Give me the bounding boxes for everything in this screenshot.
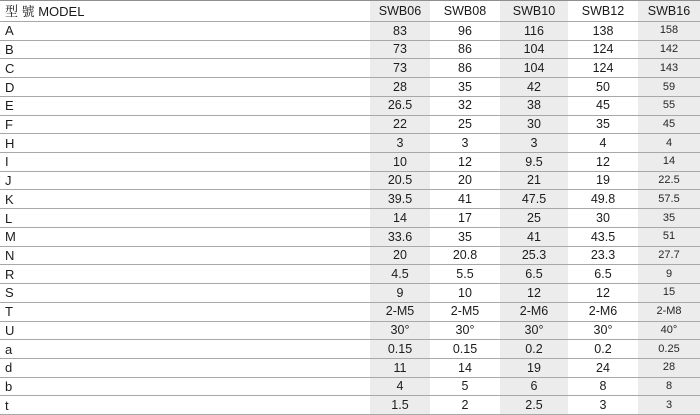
data-cell: 17 [458, 210, 472, 225]
data-cell: 27.7 [638, 247, 700, 265]
data-cell: 0.2 [500, 340, 568, 358]
data-cell: 25 [500, 209, 568, 227]
data-cell: 22.5 [638, 172, 700, 190]
data-cell: 2-M5 [450, 304, 480, 319]
table-row [0, 134, 700, 153]
data-cell: 11 [370, 359, 430, 377]
data-cell: 14 [370, 209, 430, 227]
data-cell: 25 [458, 117, 472, 132]
data-cell: 49.8 [590, 192, 616, 207]
data-cell: 14 [638, 153, 700, 171]
data-cell: 2.5 [500, 396, 568, 414]
row-label: F [5, 116, 13, 132]
data-cell: 41 [458, 192, 472, 207]
data-cell: 30° [455, 323, 475, 338]
data-cell: 35 [638, 209, 700, 227]
data-cell: 2 [461, 397, 469, 412]
data-cell: 0.25 [638, 340, 700, 358]
data-cell: 40° [638, 322, 700, 340]
data-cell: 35 [596, 117, 610, 132]
data-cell: 3 [638, 396, 700, 414]
data-cell: 10 [370, 153, 430, 171]
data-cell: 30° [500, 322, 568, 340]
row-label: S [5, 285, 14, 301]
model-header-label: 型 號 MODEL [5, 3, 85, 19]
data-cell: 47.5 [500, 190, 568, 208]
row-label: U [5, 322, 15, 338]
row-label: b [5, 379, 13, 395]
data-cell: 3 [370, 134, 430, 152]
row-label: T [5, 304, 13, 320]
data-cell: 124 [592, 42, 614, 57]
data-cell: 3 [500, 134, 568, 152]
data-cell: 0.2 [594, 341, 612, 356]
row-label: d [5, 360, 13, 376]
data-cell: 51 [638, 228, 700, 246]
data-cell: 10 [458, 285, 472, 300]
row-label: A [5, 23, 14, 39]
data-cell: 116 [500, 22, 568, 40]
data-cell: 32 [458, 98, 472, 113]
data-cell: 30 [596, 210, 610, 225]
data-cell: 59 [638, 78, 700, 96]
table-row [0, 303, 700, 322]
data-cell: 41 [500, 228, 568, 246]
data-cell: 124 [592, 61, 614, 76]
table-row [0, 22, 700, 41]
table-row [0, 396, 700, 415]
data-cell: 35 [458, 79, 472, 94]
data-cell: 73 [370, 59, 430, 77]
data-cell: 9.5 [500, 153, 568, 171]
data-cell: 143 [638, 59, 700, 77]
data-cell: 4 [638, 134, 700, 152]
table-row [0, 265, 700, 284]
data-cell: 30° [593, 323, 613, 338]
data-cell: 12 [596, 285, 610, 300]
row-label: t [5, 397, 9, 413]
data-cell: 5.5 [456, 266, 474, 281]
data-cell: 2-M5 [370, 303, 430, 321]
data-cell: 2-M6 [588, 304, 618, 319]
data-cell: 8 [638, 378, 700, 396]
data-cell: 20.5 [370, 172, 430, 190]
data-cell: 42 [500, 78, 568, 96]
row-label: E [5, 98, 14, 114]
table-row [0, 359, 700, 378]
data-cell: 158 [638, 22, 700, 40]
data-cell: 25.3 [500, 247, 568, 265]
data-cell: 96 [458, 23, 472, 38]
data-cell: 6.5 [594, 266, 612, 281]
row-label: K [5, 191, 14, 207]
data-cell: 2-M6 [500, 303, 568, 321]
data-cell: 6 [500, 378, 568, 396]
table-row [0, 97, 700, 116]
data-cell: 33.6 [370, 228, 430, 246]
data-cell: 20 [458, 173, 472, 188]
data-cell: 138 [592, 23, 614, 38]
data-cell: 142 [638, 41, 700, 59]
table-row [0, 41, 700, 60]
table-row [0, 153, 700, 172]
data-cell: 43.5 [590, 229, 616, 244]
table-row [0, 209, 700, 228]
data-cell: 104 [500, 41, 568, 59]
data-cell: 57.5 [638, 190, 700, 208]
table-row [0, 340, 700, 359]
column-header-swb16: SWB16 [638, 1, 700, 21]
column-header-swb06: SWB06 [370, 1, 430, 21]
table-row [0, 78, 700, 97]
table-row [0, 378, 700, 397]
data-cell: 86 [458, 42, 472, 57]
row-label: H [5, 135, 15, 151]
data-cell: 12 [596, 154, 610, 169]
data-cell: 83 [370, 22, 430, 40]
data-cell: 5 [461, 379, 469, 394]
data-cell: 4 [370, 378, 430, 396]
data-cell: 73 [370, 41, 430, 59]
table-row [0, 172, 700, 191]
row-label: I [5, 154, 9, 170]
data-cell: 86 [458, 61, 472, 76]
data-cell: 19 [500, 359, 568, 377]
table-row [0, 322, 700, 341]
data-cell: 9 [370, 284, 430, 302]
row-label: C [5, 60, 15, 76]
data-cell: 28 [638, 359, 700, 377]
data-cell: 3 [461, 135, 469, 150]
data-cell: 6.5 [500, 265, 568, 283]
row-label: R [5, 266, 15, 282]
data-cell: 39.5 [370, 190, 430, 208]
row-label: J [5, 173, 12, 189]
data-cell: 12 [458, 154, 472, 169]
table-row [0, 284, 700, 303]
row-label: M [5, 229, 16, 245]
data-cell: 15 [638, 284, 700, 302]
table-row [0, 247, 700, 266]
table-row [0, 190, 700, 209]
data-cell: 50 [596, 79, 610, 94]
data-cell: 30 [500, 116, 568, 134]
data-cell: 21 [500, 172, 568, 190]
data-cell: 0.15 [452, 341, 478, 356]
data-cell: 20 [370, 247, 430, 265]
data-cell: 23.3 [590, 248, 616, 263]
column-header-swb10: SWB10 [500, 1, 568, 21]
row-label: a [5, 341, 13, 357]
data-cell: 22 [370, 116, 430, 134]
data-cell: 14 [458, 360, 472, 375]
data-cell: 55 [638, 97, 700, 115]
table-row [0, 228, 700, 247]
table-header-row [0, 1, 700, 22]
row-label: N [5, 247, 15, 263]
data-cell: 45 [596, 98, 610, 113]
data-cell: 3 [599, 397, 607, 412]
data-cell: 20.8 [452, 248, 478, 263]
table-row [0, 116, 700, 135]
row-label: L [5, 210, 13, 226]
data-cell: 8 [599, 379, 607, 394]
data-cell: 30° [370, 322, 430, 340]
data-cell: 24 [596, 360, 610, 375]
data-cell: 38 [500, 97, 568, 115]
data-cell: 45 [638, 116, 700, 134]
data-cell: 4.5 [370, 265, 430, 283]
column-header-swb08: SWB08 [443, 3, 487, 18]
data-cell: 19 [596, 173, 610, 188]
data-cell: 9 [638, 265, 700, 283]
data-cell: 4 [599, 135, 607, 150]
data-cell: 0.15 [370, 340, 430, 358]
data-cell: 104 [500, 59, 568, 77]
table-row [0, 59, 700, 78]
data-cell: 26.5 [370, 97, 430, 115]
column-header-swb12: SWB12 [581, 3, 625, 18]
data-cell: 1.5 [370, 396, 430, 414]
data-cell: 2-M8 [638, 303, 700, 321]
data-cell: 28 [370, 78, 430, 96]
row-label: D [5, 79, 15, 95]
row-label: B [5, 42, 14, 58]
data-cell: 35 [458, 229, 472, 244]
data-cell: 12 [500, 284, 568, 302]
